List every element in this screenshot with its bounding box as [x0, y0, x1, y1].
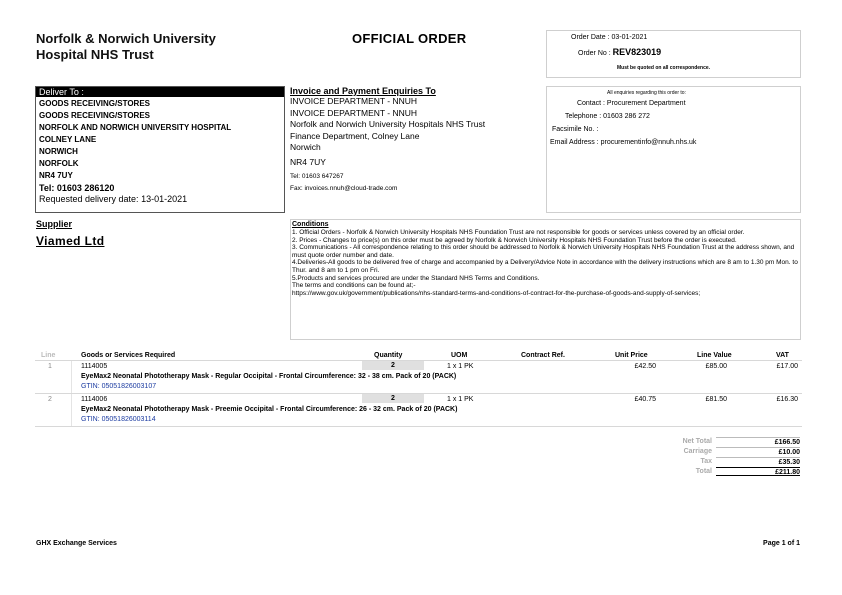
invoice-address-line: Finance Department, Colney Lane [290, 130, 420, 141]
deliver-address-line: COLNEY LANE [39, 135, 97, 144]
tax-row [650, 457, 802, 467]
telephone-label: Telephone : [565, 113, 602, 120]
facsimile-row [552, 126, 598, 133]
deliver-address-line: NORFOLK AND NORWICH UNIVERSITY HOSPITAL [39, 123, 232, 132]
invoice-header: Invoice and Payment Enquiries To [290, 86, 436, 96]
requested-delivery-date: Requested delivery date: 13-01-2021 [39, 194, 188, 204]
column-header-line-value: Line Value [697, 352, 732, 359]
net-total-label: Net Total [682, 438, 712, 445]
contact-box [546, 86, 801, 213]
row-item-code: 1114005 [81, 363, 108, 370]
contact-row [575, 100, 686, 107]
row-quantity: 2 [362, 394, 424, 403]
carriage-row [650, 447, 802, 457]
contact-value: Procurement Department [606, 100, 686, 107]
supplier-label: Supplier [36, 219, 73, 229]
row-line-value: £81.50 [705, 396, 727, 403]
trust-name-line2: Hospital NHS Trust [36, 47, 154, 62]
row-unit-price: £40.75 [634, 396, 656, 403]
deliver-address-line: NR4 7UY [39, 171, 73, 180]
net-total-value: £166.50 [716, 437, 800, 446]
row-uom: 1 x 1 PK [447, 396, 474, 403]
condition-paragraph: 3. Communications - All correspondence relating to this order should be addressed to Norfolk & Norwich University Hospitals NHS Foundation Trust at the address shown, and must quote order number and date. [292, 244, 795, 259]
telephone-row [565, 113, 650, 120]
email-value: procurementinfo@nnuh.nhs.uk [600, 139, 697, 146]
deliver-to-header: Deliver To : [36, 87, 284, 97]
condition-paragraph: 2. Prices - Changes to price(s) on this order must be agreed by Norfolk & Norwich University Hospitals NHS Foundation Trust before the order is executed. [292, 236, 737, 244]
condition-paragraph: 1. Official Orders - Norfolk & Norwich University Hospitals NHS Foundation Trust are not responsible for goods or services unless covered by an official order. [292, 229, 745, 236]
deliver-address-line: GOODS RECEIVING/STORES [39, 99, 150, 108]
table-row [35, 394, 802, 427]
invoice-address-line: INVOICE DEPARTMENT - NNUH [290, 107, 418, 118]
column-header-contract: Contract Ref. [521, 352, 565, 359]
deliver-address-line: NORFOLK [39, 159, 79, 168]
row-line-value: £85.00 [705, 363, 727, 370]
column-header-uom: UOM [451, 352, 468, 359]
condition-paragraph: 5.Products and services procured are under the Standard NHS Terms and Conditions. [292, 274, 540, 282]
grand-total-value: £211.80 [716, 467, 800, 476]
row-description: EyeMax2 Neonatal Phototherapy Mask - Preemie Occipital - Frontal Circumference: 26 - 32 cm. Pack of 20 (PACK) [81, 406, 458, 413]
supplier-name: Viamed Ltd [36, 234, 105, 248]
conditions-box [290, 219, 801, 340]
invoice-address-line: NR4 7UY [290, 156, 326, 167]
invoice-address-line: INVOICE DEPARTMENT - NNUH [290, 96, 418, 106]
deliver-address [36, 97, 284, 183]
order-date [571, 34, 647, 41]
order-info-box [546, 30, 801, 78]
row-vat: £17.00 [776, 363, 798, 370]
column-header-unit-price: Unit Price [615, 352, 648, 359]
email-row [550, 139, 696, 146]
condition-paragraph: 4.Deliveries-All goods to be delivered free of charge and accompanied by a Delivery/Advice Note in accordance with the delivery instructions which are 8 am to 1.30 pm Mon. to Thur. and 8 am to 1 pm on Fri. [292, 259, 798, 274]
quote-note: Must be quoted on all correspondence. [617, 65, 711, 71]
grand-total-label: Total [695, 468, 712, 475]
totals-block [650, 437, 802, 477]
condition-paragraph: https://www.gov.uk/government/publications/nhs-standard-terms-and-conditions-of-contract-for-the-purchase-of-goods-and-supply-of-services; [292, 289, 701, 297]
order-number-value: REV823019 [612, 47, 662, 57]
items-table-header [35, 350, 802, 361]
deliver-address-line: GOODS RECEIVING/STORES [39, 111, 150, 120]
invoice-enquiries-box [290, 86, 546, 213]
condition-paragraph: The terms and conditions can be found at;- [292, 282, 416, 290]
row-line-number: 1 [48, 363, 52, 370]
column-header-quantity: Quantity [374, 352, 403, 359]
deliver-telephone: Tel: 01603 286120 [39, 183, 115, 193]
footer-page-number: Page 1 of 1 [763, 540, 800, 547]
row-item-code: 1114006 [81, 396, 108, 403]
facsimile-label: Facsimile No. : [552, 126, 599, 133]
trust-name [36, 31, 216, 63]
invoice-telephone: Tel: 01603 647267 [290, 173, 344, 180]
invoice-address-line: Norwich [290, 142, 321, 152]
invoice-fax: Fax: invoices.nnuh@cloud-trade.com [290, 185, 398, 192]
grand-total-row [650, 467, 802, 477]
order-date-label: Order Date : [571, 34, 610, 41]
row-line-number: 2 [48, 396, 52, 403]
footer-service-name: GHX Exchange Services [36, 540, 117, 547]
trust-name-line1: Norfolk & Norwich University [36, 31, 216, 46]
conditions-header: Conditions [292, 221, 329, 228]
column-header-goods: Goods or Services Required [81, 352, 176, 359]
carriage-label: Carriage [683, 448, 712, 455]
row-gtin: GTIN: 05051826003114 [81, 416, 156, 423]
document-title: OFFICIAL ORDER [352, 31, 467, 46]
row-quantity: 2 [362, 361, 424, 370]
contact-note: All enquiries regarding this order to: [607, 90, 686, 96]
deliver-address-line: NORWICH [39, 147, 78, 156]
tax-label: Tax [700, 458, 712, 465]
row-description: EyeMax2 Neonatal Phototherapy Mask - Regular Occipital - Frontal Circumference: 32 - 38 cm. Pack of 20 (PACK) [81, 373, 457, 380]
invoice-address-line: Norfolk and Norwich University Hospitals NHS Trust [290, 119, 486, 129]
order-date-value: 03-01-2021 [611, 34, 648, 41]
row-uom: 1 x 1 PK [447, 363, 474, 370]
email-label: Email Address : [550, 139, 599, 146]
row-gtin: GTIN: 05051826003107 [81, 383, 157, 390]
column-header-line: Line [41, 352, 56, 359]
row-unit-price: £42.50 [634, 363, 656, 370]
table-row [35, 361, 802, 394]
telephone-value: 01603 286 272 [603, 113, 650, 120]
items-table [35, 350, 802, 427]
order-number [578, 47, 661, 57]
net-total-row [650, 437, 802, 447]
column-header-vat: VAT [776, 352, 789, 359]
order-number-label: Order No : [578, 50, 611, 57]
tax-value: £35.30 [716, 457, 800, 466]
contact-label: Contact : [576, 100, 605, 107]
row-vat: £16.30 [776, 396, 798, 403]
carriage-value: £10.00 [716, 447, 800, 456]
deliver-to-box [35, 86, 285, 213]
